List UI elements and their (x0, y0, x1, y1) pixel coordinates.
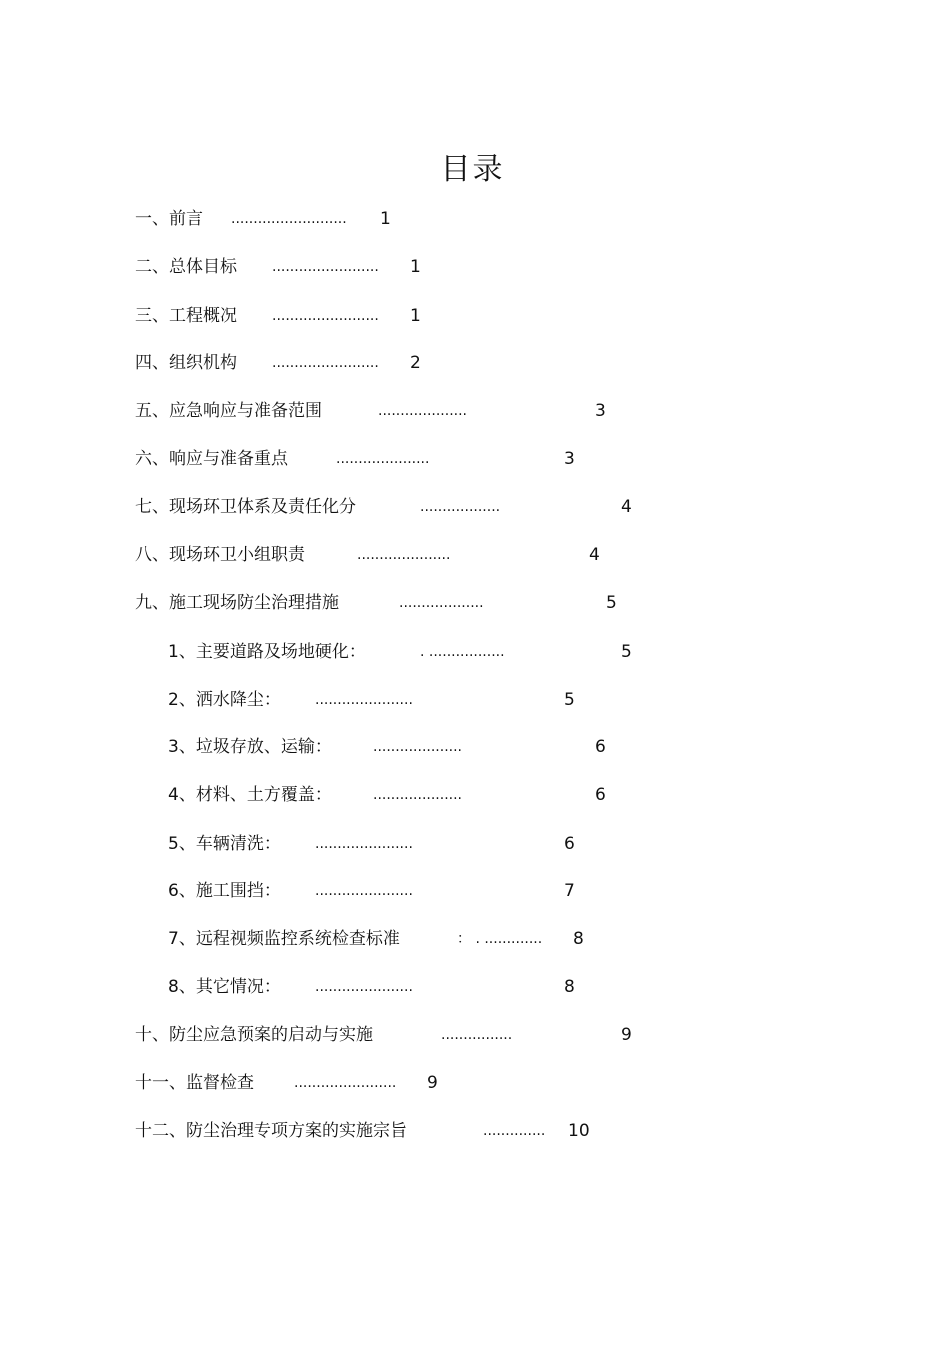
toc-entry-label: 十一、监督检查 (135, 1073, 254, 1093)
toc-entry-page-number: 10 (568, 1121, 590, 1141)
toc-entry[interactable] (168, 640, 651, 664)
toc-entry[interactable] (168, 735, 625, 759)
toc-entry-label: 六、响应与准备重点 (135, 449, 288, 469)
toc-entry-page-number: 9 (621, 1025, 632, 1045)
toc-entry[interactable] (135, 207, 410, 231)
toc-entry-leader: ...................... (315, 692, 413, 708)
toc-entry[interactable] (135, 304, 440, 328)
toc-entry-page-number: 3 (564, 449, 575, 469)
toc-entry[interactable] (168, 975, 594, 999)
toc-entry-page-number: 5 (621, 642, 632, 662)
toc-entry[interactable] (135, 495, 651, 519)
toc-entry-page-number: 5 (606, 593, 617, 613)
toc-entry-label: 1、主要道路及场地硬化： (168, 642, 366, 662)
toc-entry-label: 十、防尘应急预案的启动与实施 (135, 1025, 373, 1045)
toc-entry[interactable] (168, 832, 594, 856)
toc-entry-label: 6、施工围挡： (168, 881, 281, 901)
toc-entry[interactable] (135, 399, 625, 423)
toc-entry-label: 三、工程概况 (135, 306, 237, 326)
toc-entry-leader: ........................ (272, 308, 379, 324)
toc-entry-leader: ................ (441, 1027, 513, 1043)
toc-entry-label: 4、材料、土方覆盖： (168, 785, 332, 805)
toc-entry-page-number: 1 (380, 209, 391, 229)
toc-entry-leader: .............. (483, 1123, 546, 1139)
toc-entry-label: 十二、防尘治理专项方案的实施宗旨 (135, 1121, 407, 1141)
toc-entry-label: 五、应急响应与准备范围 (135, 401, 322, 421)
toc-entry[interactable] (135, 591, 636, 615)
toc-entry-leader: . ................. (420, 644, 505, 660)
toc-entry-leader: ................... (399, 595, 484, 611)
toc-entry[interactable] (135, 255, 440, 279)
toc-entry[interactable] (135, 447, 594, 471)
toc-entry-leader: ..................... (336, 451, 430, 467)
toc-entry-label: 2、洒水降尘： (168, 690, 281, 710)
toc-entry-leader: ....................... (294, 1075, 397, 1091)
toc-entry-leader: ： . ............. (457, 931, 543, 947)
toc-entry-label: 5、车辆清洗： (168, 834, 281, 854)
toc-entry[interactable] (135, 1071, 457, 1095)
toc-entry-page-number: 7 (564, 881, 575, 901)
toc-entry-label: 3、垃圾存放、运输： (168, 737, 332, 757)
toc-entry-leader: .................. (420, 499, 501, 515)
toc-entry-label: 一、前言 (135, 209, 203, 229)
toc-entry[interactable] (168, 927, 603, 951)
toc-entry[interactable] (135, 351, 440, 375)
toc-entry-label: 七、现场环卫体系及责任化分 (135, 497, 356, 517)
toc-entry[interactable] (135, 1119, 598, 1143)
toc-entry-leader: .................... (373, 739, 463, 755)
toc-entry-page-number: 4 (621, 497, 632, 517)
toc-entry-leader: ..................... (357, 547, 451, 563)
toc-entry[interactable] (168, 783, 625, 807)
toc-entry-page-number: 9 (427, 1073, 438, 1093)
toc-entry-leader: ...................... (315, 979, 413, 995)
toc-entry-leader: ...................... (315, 883, 413, 899)
toc-entry-page-number: 1 (410, 257, 421, 277)
toc-entry-leader: ........................ (272, 355, 379, 371)
toc-entry-page-number: 8 (573, 929, 584, 949)
toc-entry[interactable] (135, 1023, 651, 1047)
toc-entry-leader: .................... (373, 787, 463, 803)
toc-entry[interactable] (135, 543, 619, 567)
toc-entry-leader: ........................ (272, 259, 379, 275)
toc-entry-page-number: 6 (595, 737, 606, 757)
toc-entry-label: 8、其它情况： (168, 977, 281, 997)
toc-entry[interactable] (168, 688, 594, 712)
toc-entry-page-number: 6 (564, 834, 575, 854)
toc-entry-leader: .................... (378, 403, 468, 419)
toc-entry-page-number: 4 (589, 545, 600, 565)
toc-title: 目录 (440, 152, 505, 187)
toc-entry-page-number: 5 (564, 690, 575, 710)
toc-entry-leader: ...................... (315, 836, 413, 852)
toc-entry-label: 八、现场环卫小组职责 (135, 545, 305, 565)
toc-entry-label: 九、施工现场防尘治理措施 (135, 593, 339, 613)
toc-entry-page-number: 2 (410, 353, 421, 373)
toc-entry[interactable] (168, 879, 594, 903)
toc-entry-label: 四、组织机构 (135, 353, 237, 373)
toc-entry-label: 7、远程视频监控系统检查标准 (168, 929, 400, 949)
toc-entry-page-number: 8 (564, 977, 575, 997)
toc-entry-leader: .......................... (231, 211, 347, 227)
toc-entry-page-number: 3 (595, 401, 606, 421)
toc-entry-page-number: 6 (595, 785, 606, 805)
toc-entry-label: 二、总体目标 (135, 257, 237, 277)
toc-entry-page-number: 1 (410, 306, 421, 326)
